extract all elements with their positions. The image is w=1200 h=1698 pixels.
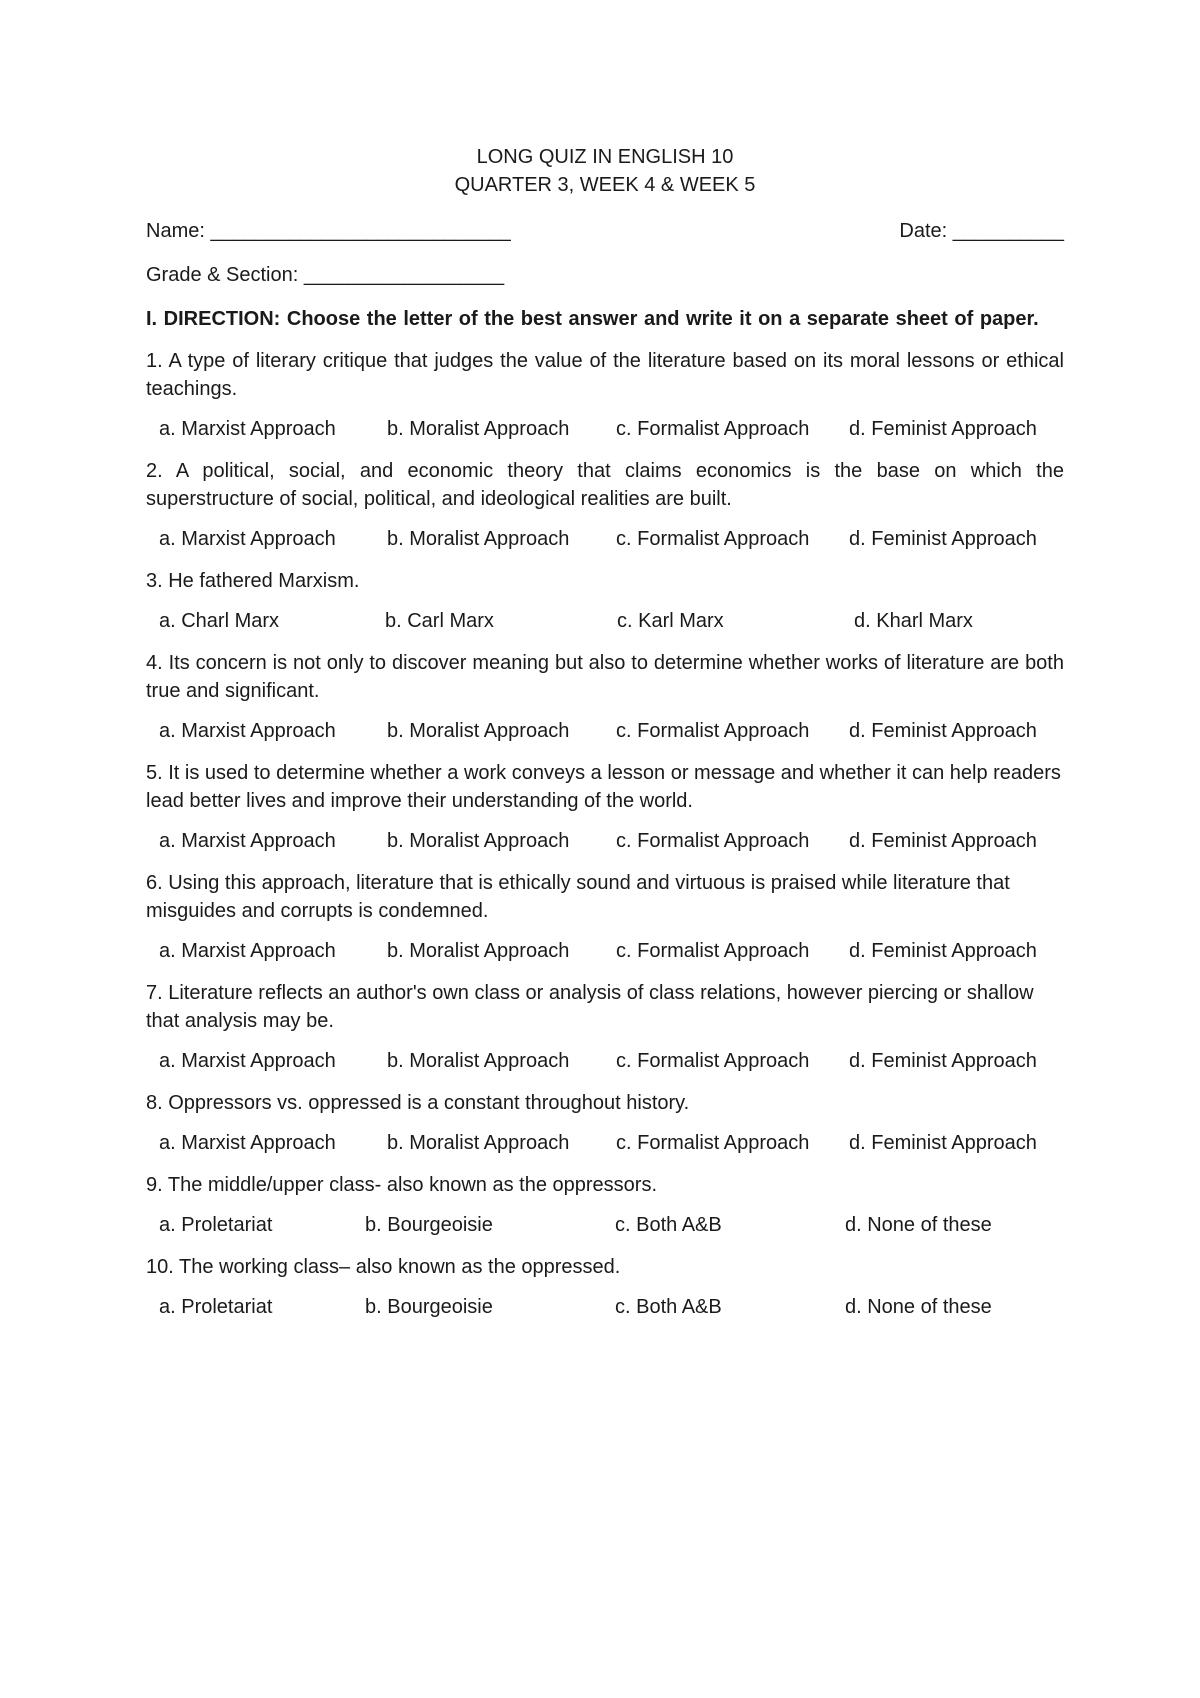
question-6: 6. Using this approach, literature that is ethically sound and virtuous is praised while literature that misguides and corrupts is condemned. bbox=[146, 872, 1010, 922]
direction-text: I. DIRECTION: Choose the letter of the best answer and write it on a separate sheet of paper. bbox=[146, 308, 1039, 330]
choice-a: a. Marxist Approach bbox=[159, 830, 336, 852]
choice-b: b. Moralist Approach bbox=[387, 528, 570, 550]
quiz-subtitle: QUARTER 3, WEEK 4 & WEEK 5 bbox=[454, 174, 756, 196]
choice-b: b. Carl Marx bbox=[385, 610, 494, 632]
choice-a: a. Marxist Approach bbox=[159, 720, 336, 742]
choice-a: a. Marxist Approach bbox=[159, 528, 336, 550]
grade-section-field: Grade & Section: __________________ bbox=[146, 264, 505, 286]
choice-b: b. Bourgeoisie bbox=[365, 1296, 493, 1318]
name-date-row bbox=[146, 217, 1064, 245]
choice-c: c. Formalist Approach bbox=[616, 1132, 810, 1154]
choice-d: d. Kharl Marx bbox=[854, 610, 973, 632]
choice-c: c. Both A&B bbox=[615, 1296, 722, 1318]
choice-b: b. Moralist Approach bbox=[387, 1132, 570, 1154]
choice-c: c. Formalist Approach bbox=[616, 940, 810, 962]
choice-b: b. Moralist Approach bbox=[387, 1050, 570, 1072]
choice-d: d. Feminist Approach bbox=[849, 830, 1037, 852]
choice-d: d. Feminist Approach bbox=[849, 1050, 1037, 1072]
choice-c: c. Karl Marx bbox=[617, 610, 724, 632]
choices-2 bbox=[146, 525, 1064, 553]
quiz-page bbox=[146, 143, 1064, 1321]
question-7: 7. Literature reflects an author's own class or analysis of class relations, however piercing or shallow that analysis may be. bbox=[146, 982, 1034, 1032]
choice-d: d. Feminist Approach bbox=[849, 940, 1037, 962]
choices-10 bbox=[146, 1293, 1064, 1321]
choices-3 bbox=[146, 607, 1064, 635]
choice-b: b. Moralist Approach bbox=[387, 418, 570, 440]
choice-c: c. Formalist Approach bbox=[616, 830, 810, 852]
choice-a: a. Marxist Approach bbox=[159, 940, 336, 962]
choice-c: c. Both A&B bbox=[615, 1214, 722, 1236]
choices-7 bbox=[146, 1047, 1064, 1075]
choice-a: a. Marxist Approach bbox=[159, 1132, 336, 1154]
date-field: Date: __________ bbox=[899, 220, 1064, 242]
choice-b: b. Bourgeoisie bbox=[365, 1214, 493, 1236]
choices-9 bbox=[146, 1211, 1064, 1239]
question-4: 4. Its concern is not only to discover meaning but also to determine whether works of literature are both true and significant. bbox=[146, 652, 1064, 702]
choice-d: d. Feminist Approach bbox=[849, 418, 1037, 440]
choice-c: c. Formalist Approach bbox=[616, 1050, 810, 1072]
choice-a: a. Proletariat bbox=[159, 1296, 273, 1318]
choices-4 bbox=[146, 717, 1064, 745]
quiz-title: LONG QUIZ IN ENGLISH 10 bbox=[476, 146, 734, 168]
question-1: 1. A type of literary critique that judges the value of the literature based on its moral lessons or ethical teachings. bbox=[146, 350, 1064, 400]
name-field: Name: ___________________________ bbox=[146, 220, 511, 242]
choice-d: d. Feminist Approach bbox=[849, 528, 1037, 550]
choices-6 bbox=[146, 937, 1064, 965]
choice-b: b. Moralist Approach bbox=[387, 940, 570, 962]
choice-d: d. Feminist Approach bbox=[849, 1132, 1037, 1154]
question-9: 9. The middle/upper class- also known as the oppressors. bbox=[146, 1174, 658, 1196]
choices-8 bbox=[146, 1129, 1064, 1157]
question-8: 8. Oppressors vs. oppressed is a constant throughout history. bbox=[146, 1092, 690, 1114]
question-5: 5. It is used to determine whether a work conveys a lesson or message and whether it can help readers lead better lives and improve their understanding of the world. bbox=[146, 762, 1061, 812]
choice-d: d. None of these bbox=[845, 1214, 992, 1236]
choice-b: b. Moralist Approach bbox=[387, 830, 570, 852]
choices-5 bbox=[146, 827, 1064, 855]
choice-d: d. Feminist Approach bbox=[849, 720, 1037, 742]
question-3: 3. He fathered Marxism. bbox=[146, 570, 360, 592]
question-2: 2. A political, social, and economic theory that claims economics is the base on which the superstructure of social, political, and ideological realities are built. bbox=[146, 460, 1064, 510]
choice-a: a. Marxist Approach bbox=[159, 1050, 336, 1072]
choice-c: c. Formalist Approach bbox=[616, 418, 810, 440]
choice-a: a. Marxist Approach bbox=[159, 418, 336, 440]
choice-a: a. Charl Marx bbox=[159, 610, 280, 632]
choice-c: c. Formalist Approach bbox=[616, 528, 810, 550]
choice-d: d. None of these bbox=[845, 1296, 992, 1318]
choices-1 bbox=[146, 415, 1064, 443]
choice-b: b. Moralist Approach bbox=[387, 720, 570, 742]
choice-a: a. Proletariat bbox=[159, 1214, 273, 1236]
choice-c: c. Formalist Approach bbox=[616, 720, 810, 742]
question-10: 10. The working class– also known as the oppressed. bbox=[146, 1256, 621, 1278]
